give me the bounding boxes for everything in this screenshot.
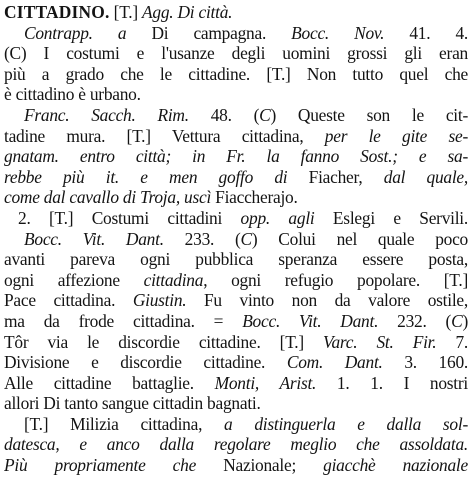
- entry-line: ogni affezione cittadina, ogni refugio popolare. [T.]: [4, 269, 468, 290]
- entry-line: Tôr via le discordie cittadine. [T.] Varc. St. Fir. 7.: [4, 331, 468, 352]
- entry-line: è cittadino è urbano.: [4, 84, 141, 105]
- entry-line: rebbe più it. e men goffo di Fiacher, dal quale,: [4, 166, 468, 187]
- entry-line: Alle cittadine battaglie. Monti, Arist. 1. 1. I nostri: [4, 372, 468, 393]
- entry-line: Pace cittadina. Giustin. Fu vinto non da valore ostile,: [4, 290, 468, 311]
- entry-line: Bocc. Vit. Dant. 233. (C) Colui nel quale poco: [24, 228, 468, 249]
- entry-line: come dal cavallo di Troja, uscì Fiaccherajo.: [4, 187, 298, 208]
- entry-line: [T.] Milizia cittadina, a distinguerla e dalla sol-: [24, 413, 468, 434]
- entry-line: Franc. Sacch. Rim. 48. (C) Queste son le cit-: [24, 104, 468, 125]
- entry-line: datesca, e anco dalla regolare meglio che assoldata.: [4, 434, 468, 455]
- entry-line: (C) I costumi e l'usanze degli uomini grossi gli eran: [4, 43, 468, 64]
- entry-line: ma da frode cittadina. = Bocc. Vit. Dant. 232. (C): [4, 310, 468, 331]
- entry-line: Contrapp. a Di campagna. Bocc. Nov. 41. 4.: [24, 22, 468, 43]
- entry-line: allori Di tanto sangue cittadin bagnati.: [4, 393, 261, 414]
- entry-line: più a grado che le cittadine. [T.] Non tutto quel che: [4, 63, 468, 84]
- entry-line: avanti pareva ogni pubblica speranza essere posta,: [4, 249, 468, 270]
- entry-line: tadine mura. [T.] Vettura cittadina, per le gite se-: [4, 125, 468, 146]
- dictionary-entry: [4, 2, 468, 492]
- entry-line: gnatam. entro città; in Fr. la fanno Sost.; e sa-: [4, 146, 468, 167]
- entry-line: Divisione e discordie cittadine. Com. Dant. 3. 160.: [4, 352, 468, 373]
- entry-line: 2. [T.] Costumi cittadini opp. agli Eslegi e Servili.: [18, 207, 468, 228]
- headword: CITTADINO.: [4, 2, 110, 22]
- entry-line: CITTADINO. [T.] Agg. Di città.: [4, 2, 233, 22]
- entry-line: Più propriamente che Nazionale; giacchè nazionale: [4, 455, 468, 476]
